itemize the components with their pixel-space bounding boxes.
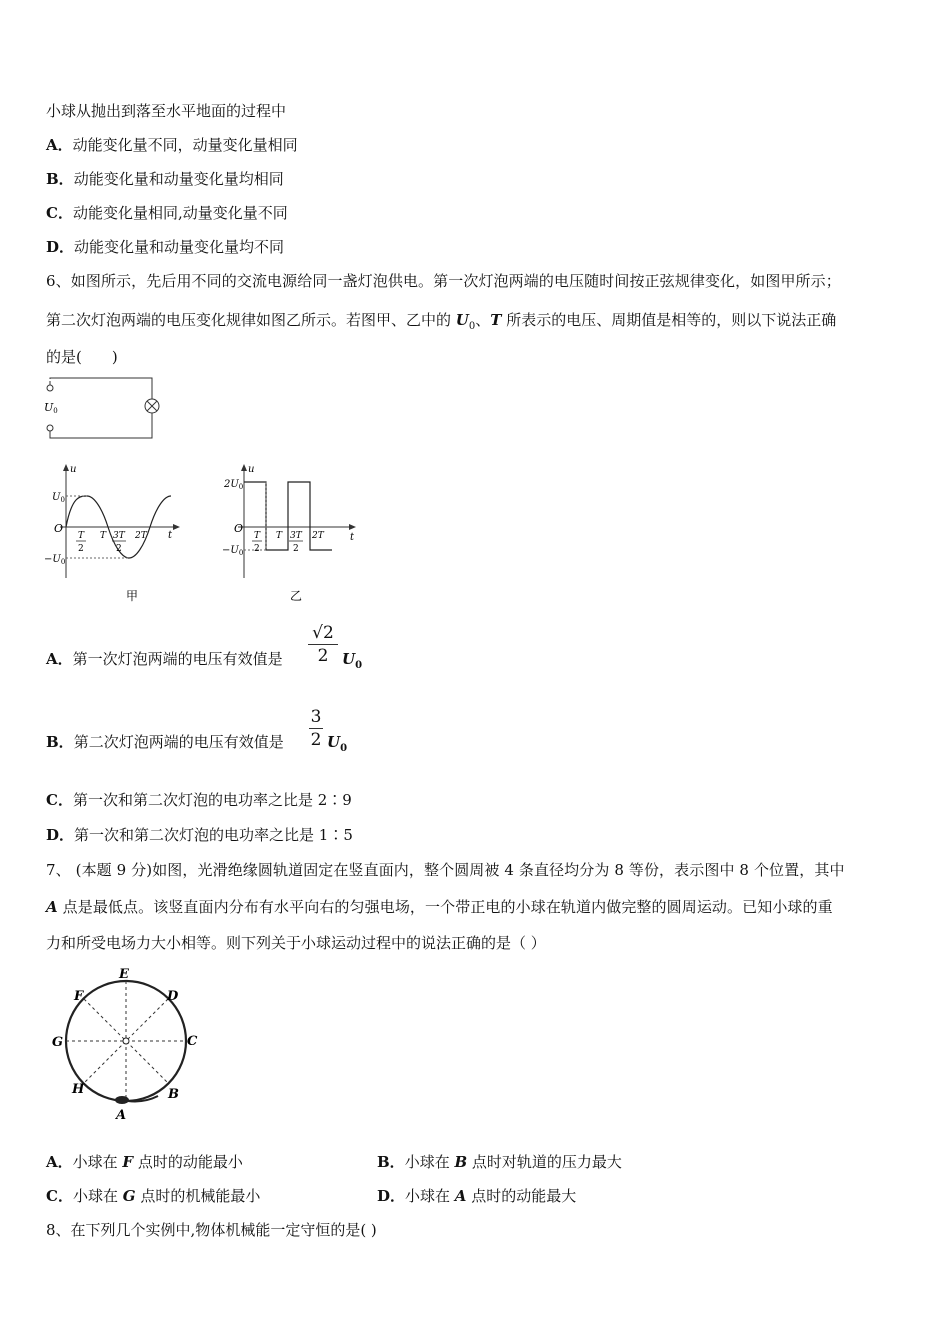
option-point: F — [122, 1153, 134, 1171]
two-u0-label: $2U_0$ — [224, 479, 244, 491]
point-label-e: E — [119, 967, 129, 982]
q5-option-a — [46, 135, 298, 155]
fraction-3-over-2 — [309, 706, 323, 751]
graph-caption: 甲 — [126, 589, 139, 603]
symbol-t: T — [490, 311, 502, 329]
u0-label: $U_0$ — [52, 492, 65, 504]
q7-option-c — [46, 1186, 260, 1206]
tick-3t-over-2-den: 2 — [116, 544, 122, 554]
q7-option-b — [377, 1152, 622, 1172]
q6-option-b — [46, 732, 284, 752]
q6-option-c — [46, 790, 352, 810]
circuit-u0-label: U0 — [44, 401, 58, 415]
origin-label: O — [234, 522, 244, 535]
tick-3t-over-2-den: 2 — [293, 544, 299, 554]
option-point: G — [122, 1187, 136, 1205]
point-label-d: D — [167, 989, 179, 1004]
option-key: A． — [46, 1153, 73, 1171]
option-text: 小球在 — [405, 1187, 455, 1205]
tick-3t-over-2-num: 3T — [290, 531, 302, 541]
q5-option-b — [46, 169, 284, 189]
option-point: A — [454, 1187, 467, 1205]
q6-stem-text: 所表示的电压、周期值是相等的，则以下说法正确 — [501, 311, 837, 329]
circle-track-diagram — [44, 962, 214, 1122]
option-text: 小球在 — [404, 1153, 455, 1171]
q7-stem-line3: 力和所受电场力大小相等。则下列关于小球运动过程中的说法正确的是（ ） — [46, 934, 546, 952]
option-text: 第二次灯泡两端的电压有效值是 — [73, 733, 284, 751]
fraction-denominator: 2 — [317, 646, 329, 666]
q6-option-a-unit — [342, 649, 362, 676]
axis-u-label: u — [70, 464, 77, 475]
option-key: C． — [46, 1187, 73, 1205]
symbol-u: U — [327, 733, 341, 751]
point-label-h: H — [72, 1082, 85, 1097]
option-text: 动能变化量不同，动量变化量相同 — [72, 136, 298, 154]
option-text: 点时的动能最大 — [466, 1187, 577, 1205]
tick-t: T — [100, 531, 107, 541]
q6-stem-text: 第二次灯泡两端的电压变化规律如图乙所示。若图甲、乙中的 — [46, 311, 456, 329]
tick-t-over-2-den: 2 — [78, 544, 84, 554]
q7-stem-line2 — [46, 897, 833, 917]
terminal-top — [47, 385, 53, 391]
tick-t-over-2-num: T — [78, 531, 85, 541]
origin-label: O — [54, 522, 64, 535]
q7-stem-line1: 7、 (本题 9 分)如图，光滑绝缘圆轨道固定在竖直面内，整个圆周被 4 条直径均分为 8 等份，表示图中 8 个位置，其中 — [46, 861, 845, 879]
q7-option-a — [46, 1152, 243, 1172]
q6-stem-line2 — [46, 310, 836, 337]
ball-icon — [115, 1096, 129, 1104]
small-mark: ⁻ — [45, 962, 50, 968]
axis-t-label: t — [350, 532, 355, 543]
option-text: 点时的机械能最小 — [135, 1187, 261, 1205]
option-key: B． — [46, 733, 74, 751]
fraction-sqrt2-over-2 — [308, 622, 338, 667]
q6-option-d — [46, 825, 353, 845]
fraction-numerator: √2 — [308, 622, 338, 645]
tick-t-over-2-den: 2 — [254, 544, 260, 554]
tick-2t: 2T — [312, 531, 324, 541]
q5-option-c — [46, 203, 288, 223]
neg-u0-label: $-U_0$ — [44, 554, 66, 566]
tick-3t-over-2-num: 3T — [113, 531, 125, 541]
option-text: 动能变化量和动量变化量均相同 — [73, 170, 284, 188]
option-text: 第一次灯泡两端的电压有效值是 — [72, 650, 283, 668]
q6-stem-line3: 的是( ) — [46, 348, 118, 366]
option-text: 第一次和第二次灯泡的电功率之比是 1∶5 — [74, 826, 353, 844]
center-point — [123, 1038, 129, 1044]
option-key: D． — [46, 826, 75, 844]
option-text: 点时对轨道的压力最大 — [467, 1153, 622, 1171]
option-key: B． — [377, 1153, 405, 1171]
option-text: 第一次和第二次灯泡的电功率之比是 2∶9 — [72, 791, 352, 809]
option-point: B — [454, 1153, 468, 1171]
q6-option-a — [46, 649, 283, 669]
option-key: C． — [46, 791, 73, 809]
q8-stem-line1: 8、在下列几个实例中,物体机械能一定守恒的是( ) — [46, 1221, 377, 1239]
symbol-u: U — [455, 311, 469, 329]
graph-sine — [40, 460, 190, 610]
q6-stem-line1: 6、如图所示，先后用不同的交流电源给同一盏灯泡供电。第一次灯泡两端的电压随时间按正弦规律变化，如图甲所示； — [46, 272, 841, 290]
circuit-diagram — [40, 372, 170, 444]
q7-stem-text: 点是最低点。该竖直面内分布有水平向右的匀强电场，一个带正电的小球在轨道内做完整的圆周运动。已知小球的重 — [57, 898, 833, 916]
option-text: 动能变化量相同,动量变化量不同 — [72, 204, 288, 222]
point-label-c: C — [187, 1034, 198, 1049]
tick-2t: 2T — [135, 531, 147, 541]
q6-option-b-unit — [327, 732, 347, 759]
graph-caption: 乙 — [290, 589, 303, 603]
symbol-sub: 0 — [340, 743, 348, 754]
tick-t: T — [276, 531, 283, 541]
point-label-g: G — [52, 1035, 64, 1050]
option-text: 小球在 — [72, 1187, 123, 1205]
terminal-bottom — [47, 425, 53, 431]
symbol-sub: 0 — [468, 321, 476, 332]
option-text: 动能变化量和动量变化量均不同 — [74, 238, 285, 256]
option-key: A． — [46, 650, 73, 668]
option-key: D． — [46, 238, 75, 256]
circuit-wire — [50, 378, 152, 438]
point-label-b: B — [168, 1087, 179, 1102]
option-text: 小球在 — [72, 1153, 123, 1171]
point-label-f: F — [74, 989, 84, 1004]
axis-u-label: u — [248, 464, 255, 475]
point-a-symbol: A — [46, 898, 58, 916]
option-key: D． — [377, 1187, 406, 1205]
tick-t-over-2-num: T — [254, 531, 261, 541]
option-key: B． — [46, 170, 74, 188]
option-key: C． — [46, 204, 73, 222]
fraction-denominator: 2 — [310, 730, 322, 750]
axis-t-label: t — [168, 530, 173, 541]
q7-option-d — [377, 1186, 576, 1206]
point-label-a: A — [116, 1108, 127, 1122]
option-key: A． — [46, 136, 73, 154]
neg-u0-label: $-U_0$ — [222, 545, 244, 557]
symbol-sub: 0 — [355, 660, 363, 671]
fraction-numerator: 3 — [310, 707, 322, 727]
q5-option-d — [46, 237, 284, 257]
graph-square — [222, 460, 372, 610]
q6-stem-sep: 、 — [475, 311, 491, 329]
option-text: 点时的动能最小 — [133, 1153, 243, 1171]
symbol-u: U — [342, 650, 356, 668]
q5-stem-tail: 小球从抛出到落至水平地面的过程中 — [46, 102, 287, 120]
